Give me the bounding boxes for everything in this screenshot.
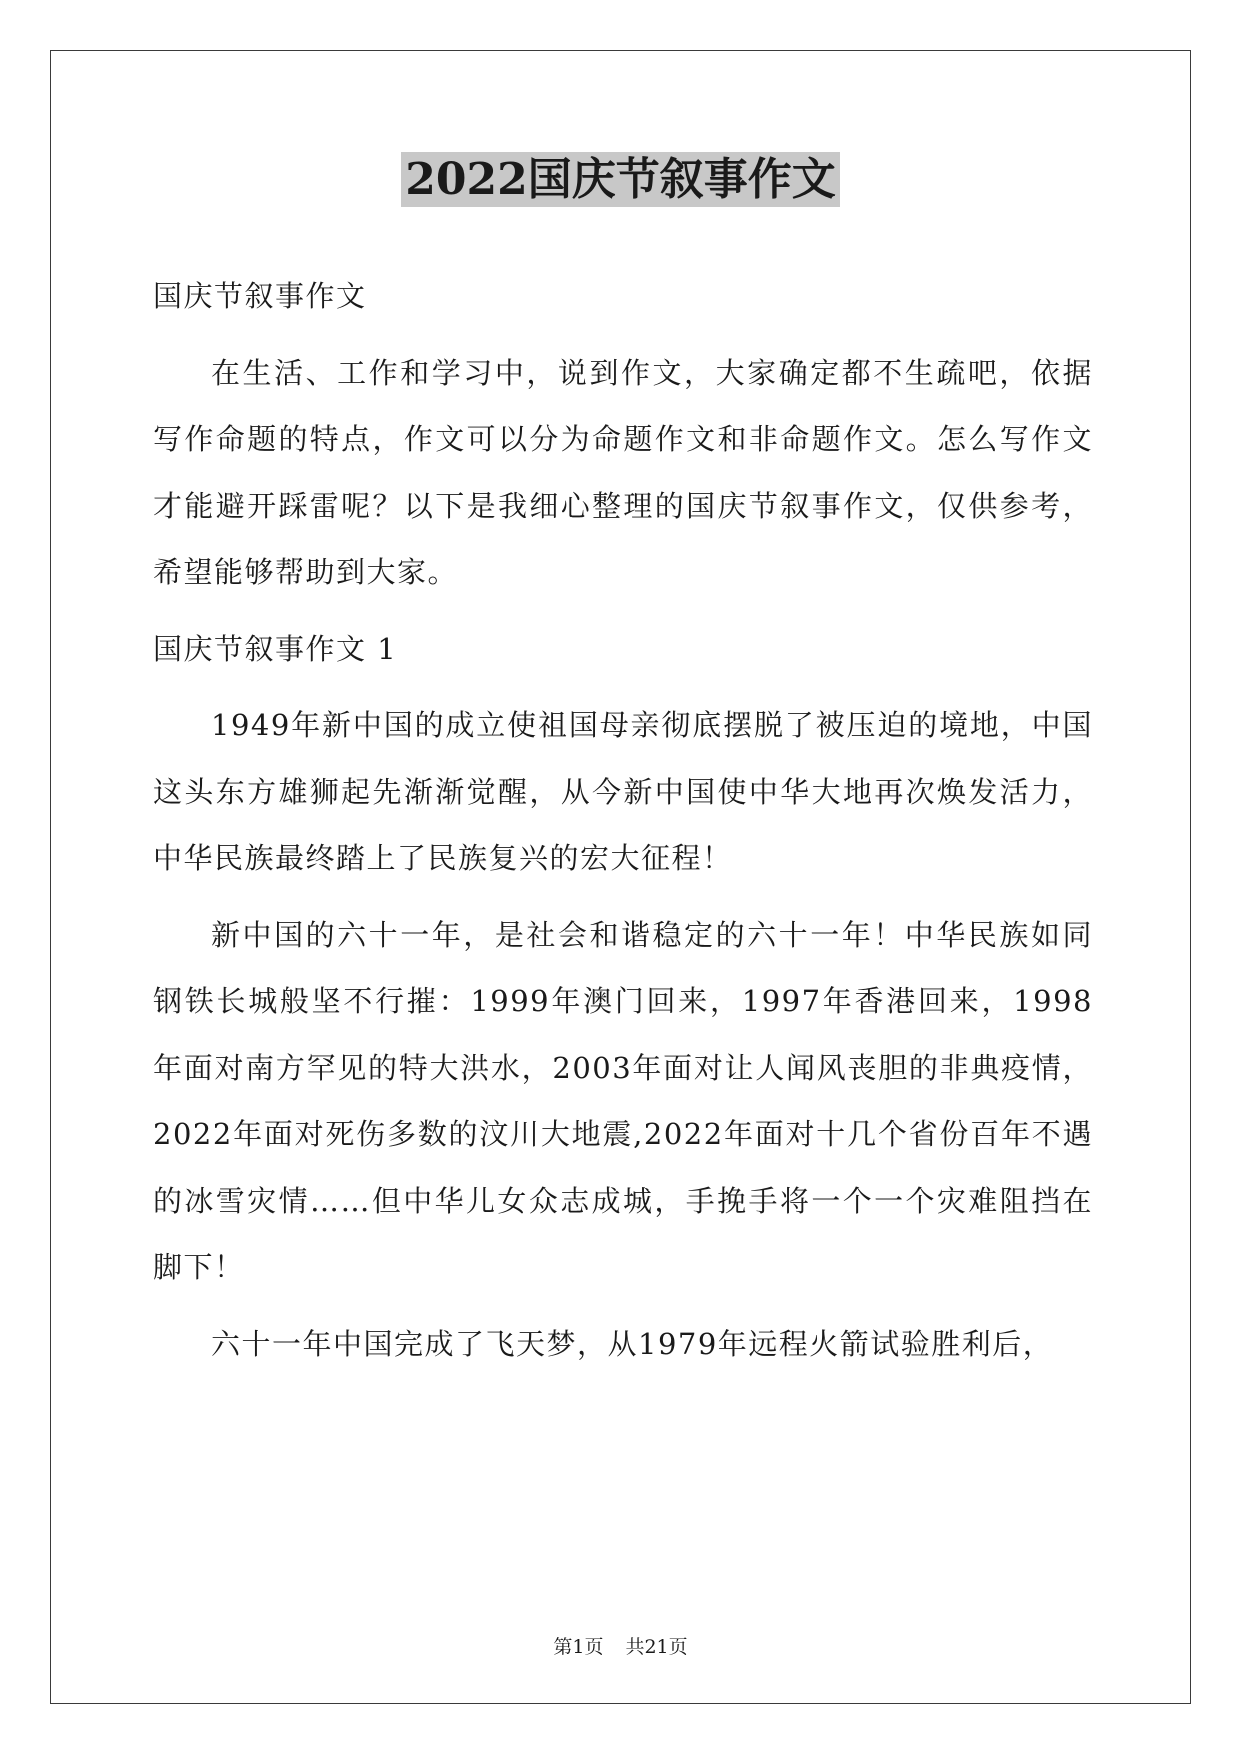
document-title-text: 2022国庆节叙事作文 bbox=[401, 152, 839, 207]
document-title bbox=[0, 150, 1241, 210]
paragraph: 在生活、工作和学习中，说到作文，大家确定都不生疏吧，依据写作命题的特点，作文可以分为命题作文和非命题作文。怎么写作文才能避开踩雷呢？以下是我细心整理的国庆节叙事作文，仅供参考，希望能够帮助到大家。 bbox=[153, 355, 1093, 589]
section-heading: 国庆节叙事作文 bbox=[153, 279, 367, 313]
page-number: 第1页 bbox=[553, 1636, 604, 1658]
section-heading: 国庆节叙事作文 1 bbox=[153, 631, 398, 666]
paragraph: 新中国的六十一年，是社会和谐稳定的六十一年！中华民族如同钢铁长城般坚不行摧：1999年澳门回来，1997年香港回来，1998年面对南方罕见的特大洪水，2003年面对让人闻风丧胆的非典疫情，2022年面对死伤多数的汶川大地震,2022年面对十几个省份百年不遇的冰雪灾情……但中华儿女众志成城，手挽手将一个一个灾难阻挡在脚下！ bbox=[153, 917, 1093, 1284]
page-total: 共21页 bbox=[625, 1636, 688, 1658]
document-body bbox=[153, 263, 1093, 1387]
paragraph: 1949年新中国的成立使祖国母亲彻底摆脱了被压迫的境地，中国这头东方雄狮起先渐渐觉醒，从今新中国使中华大地再次焕发活力，中华民族最终踏上了民族复兴的宏大征程！ bbox=[153, 708, 1093, 875]
paragraph: 六十一年中国完成了飞天梦，从1979年远程火箭试验胜利后， bbox=[211, 1326, 1054, 1361]
page-footer bbox=[0, 1632, 1241, 1659]
